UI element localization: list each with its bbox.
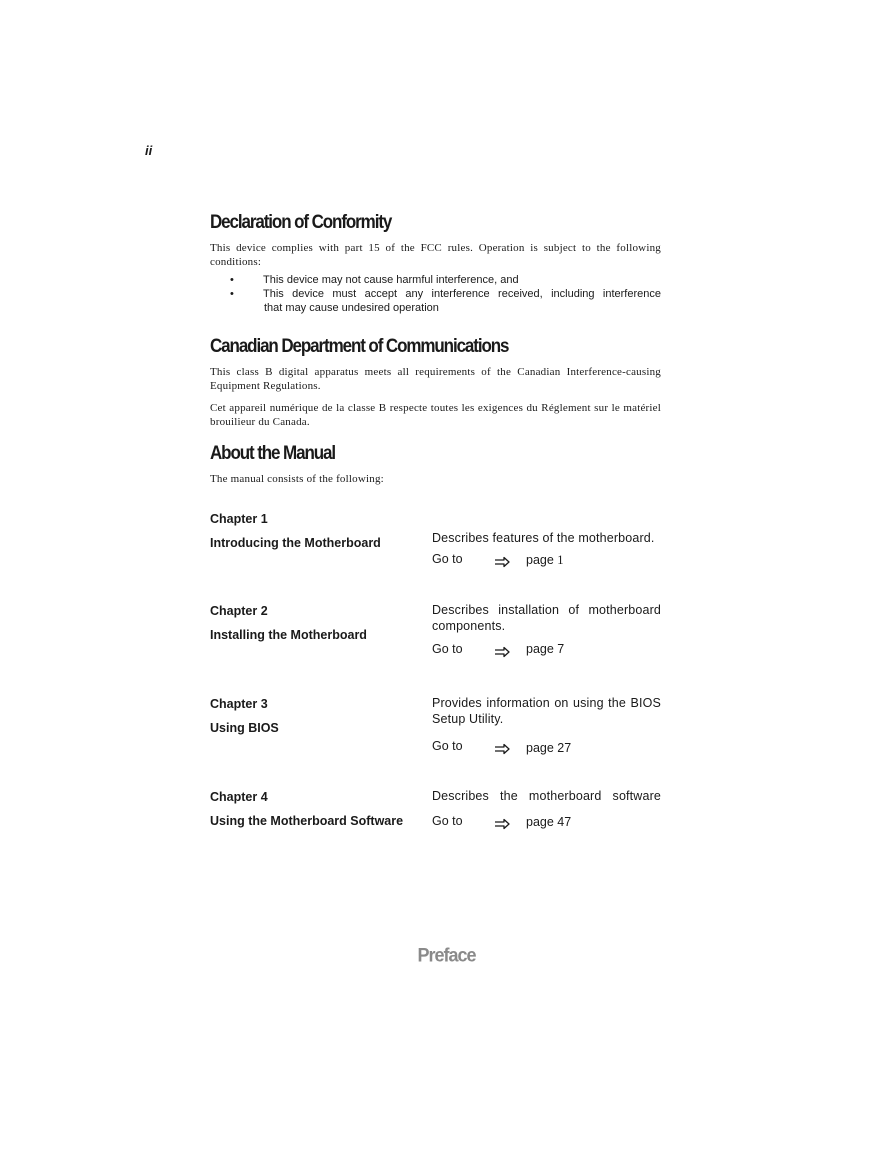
hollow-right-arrow-icon: [494, 646, 510, 658]
hollow-right-arrow-icon: [494, 743, 510, 755]
declaration-text: This device complies with part 15 of the FCC rules. Operation is subject to the following conditions:: [210, 242, 661, 268]
page-value: 1: [557, 553, 564, 567]
footer-preface: Preface: [417, 944, 476, 966]
page-label: page: [526, 642, 554, 656]
page-label: page: [526, 741, 554, 755]
chapter-1-description: Describes features of the motherboard.: [432, 531, 655, 545]
page-number: ii: [145, 143, 153, 158]
page-label: page: [526, 553, 554, 567]
canadian-heading: Canadian Department of Communications: [210, 335, 509, 357]
bullet-item: [230, 287, 661, 301]
chapter-2-title: Installing the Motherboard: [210, 628, 367, 642]
page-value: 27: [557, 741, 572, 755]
chapter-3-number: Chapter 3: [210, 697, 268, 711]
about-heading: About the Manual: [210, 442, 335, 464]
chapter-2-description: Describes installation of motherboard components.: [432, 603, 661, 633]
bullet-item: [230, 273, 661, 287]
chapter-1-page-link[interactable]: [526, 553, 564, 568]
chapter-4-page-link[interactable]: [526, 815, 571, 829]
chapter-1-goto-label: Go to: [432, 552, 463, 566]
chapter-2-number: Chapter 2: [210, 604, 268, 618]
bullet-dot: •: [230, 288, 234, 300]
chapter-3-title: Using BIOS: [210, 721, 279, 735]
bullet-text: This device may not cause harmful interference, and: [263, 274, 519, 286]
chapter-3-description: Provides information on using the BIOS Setup Utility.: [432, 696, 661, 726]
chapter-4-title: Using the Motherboard Software: [210, 814, 404, 828]
chapter-2-page-link[interactable]: [526, 642, 564, 656]
chapter-3-page-link[interactable]: [526, 741, 571, 755]
chapter-4-number: Chapter 4: [210, 790, 268, 804]
chapter-3-goto-label: Go to: [432, 739, 463, 753]
canadian-paragraph-1: This class B digital apparatus meets all requirements of the Canadian Interference-causing Equipment Regulations.: [210, 366, 661, 392]
canadian-paragraph-2: Cet appareil numérique de la classe B respecte toutes les exigences du Réglement sur le matériel brouilieur du Canada.: [210, 402, 661, 428]
chapter-4-goto-label: Go to: [432, 814, 463, 828]
bullet-dot: •: [230, 274, 234, 286]
page-label: page: [526, 815, 554, 829]
chapter-4-description: Describes the motherboard software: [432, 789, 661, 803]
page-value: 47: [557, 815, 572, 829]
hollow-right-arrow-icon: [494, 556, 510, 568]
chapter-1-title: Introducing the Motherboard: [210, 536, 381, 550]
page-value: 7: [557, 642, 565, 656]
chapter-2-goto-label: Go to: [432, 642, 463, 656]
declaration-heading: Declaration of Conformity: [210, 211, 392, 233]
bullet-continuation: that may cause undesired operation: [264, 302, 439, 314]
declaration-bullet-list: [230, 273, 661, 315]
bullet-text: This device must accept any interference received, including interference: [263, 288, 661, 300]
about-intro: The manual consists of the following:: [210, 473, 384, 485]
hollow-right-arrow-icon: [494, 818, 510, 830]
chapter-1-number: Chapter 1: [210, 512, 268, 526]
